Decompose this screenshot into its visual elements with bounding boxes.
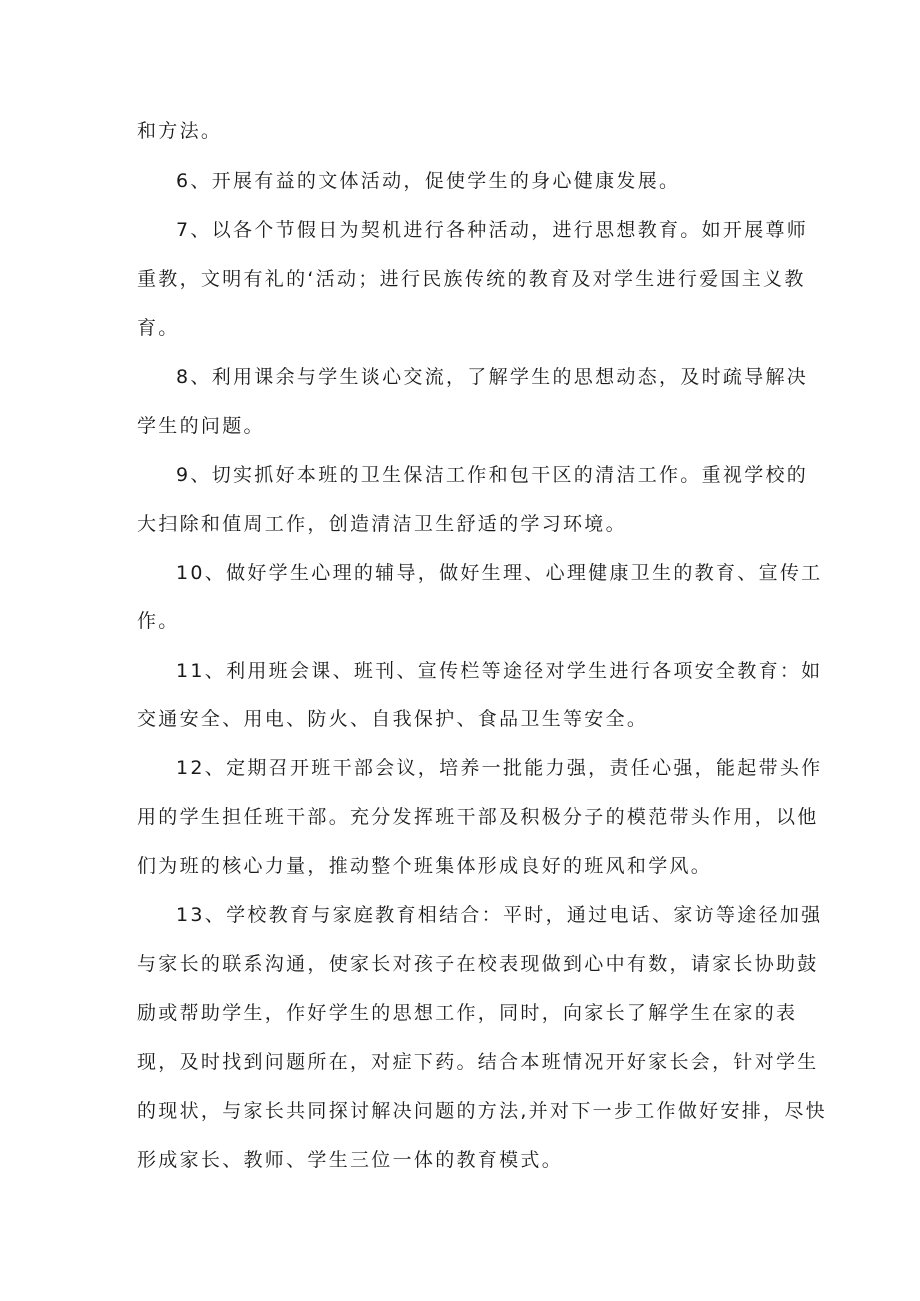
text-line: 和方法。 <box>137 120 223 142</box>
text-line: 现，及时找到问题所在，对症下药。结合本班情况开好家长会，针对学生 <box>137 1051 819 1073</box>
text-line: 与家长的联系沟通，使家长对孩子在校表现做到心中有数，请家长协助鼓 <box>137 953 819 975</box>
text-line: 8、利用课余与学生谈心交流，了解学生的思想动态，及时疏导解决 <box>176 366 809 388</box>
text-line: 育。 <box>137 317 180 339</box>
text-line: 7、以各个节假日为契机进行各种活动，进行思想教育。如开展尊师 <box>176 219 809 241</box>
text-line: 作。 <box>137 610 180 632</box>
text-line: 6、开展有益的文体活动，促使学生的身心健康发展。 <box>176 170 681 192</box>
text-line: 交通安全、用电、防火、自我保护、食品卫生等安全。 <box>137 708 649 730</box>
text-line: 9、切实抓好本班的卫生保洁工作和包干区的清洁工作。重视学校的 <box>176 464 809 486</box>
text-line: 学生的问题。 <box>137 415 265 437</box>
text-line: 励或帮助学生，作好学生的思想工作，同时，向家长了解学生在家的表 <box>137 1002 798 1024</box>
text-line: 重教，文明有礼的‘活动；进行民族传统的教育及对学生进行爱国主义教 <box>137 268 806 290</box>
text-line: 大扫除和值周工作，创造清洁卫生舒适的学习环境。 <box>137 513 627 535</box>
text-line: 用的学生担任班干部。充分发挥班干部及积极分子的模范带头作用，以他 <box>137 806 819 828</box>
text-line: 10、做好学生心理的辅导，做好生理、心理健康卫生的教育、宣传工 <box>176 562 823 584</box>
text-line: 12、定期召开班干部会议，培养一批能力强，责任心强，能起带头作 <box>176 757 823 779</box>
text-line: 13、学校教育与家庭教育相结合：平时，通过电话、家访等途径加强 <box>176 904 823 926</box>
text-line: 11、利用班会课、班刊、宣传栏等途径对学生进行各项安全教育：如 <box>176 660 823 682</box>
text-line: 的现状，与家长共同探讨解决问题的方法,并对下一步工作做好安排，尽快 <box>137 1100 827 1122</box>
text-line: 们为班的核心力量，推动整个班集体形成良好的班风和学风。 <box>137 855 713 877</box>
text-line: 形成家长、教师、学生三位一体的教育模式。 <box>137 1149 564 1171</box>
